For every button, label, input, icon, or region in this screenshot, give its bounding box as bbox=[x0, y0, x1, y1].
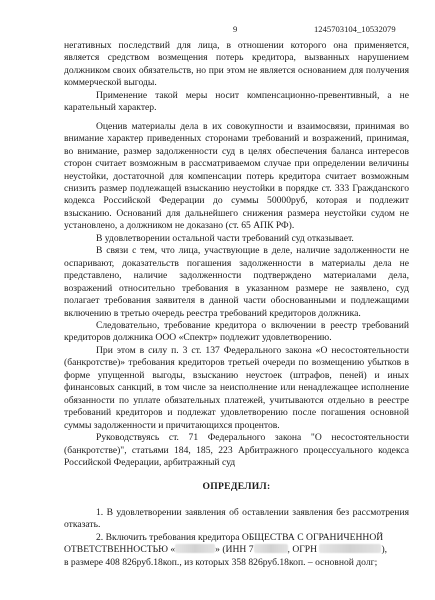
closing-paren: ), bbox=[381, 544, 388, 556]
redacted-inn bbox=[254, 544, 288, 553]
paragraph-refusal-rest: В удовлетворении остальной части требований суд отказывает. bbox=[96, 232, 354, 244]
decision-item-2-line-2 bbox=[64, 544, 409, 556]
paragraph-debt-undisputed: В связи с тем, что лица, участвующие в деле, наличие задолженности не оспаривают, доказательств погашения задолженности в материалы дела не представлено, наличие задолженности подтверждено материалами дела, возражений относительно требования в указанном размере не заявлено, суд полагает требования заявителя в данной части обоснованными и подлежащими включению в третью очередь реестра требований кредиторов должника. bbox=[64, 245, 409, 319]
company-form-text: ОТВЕТСТВЕННОСТЬЮ « bbox=[64, 544, 176, 556]
redacted-company-name bbox=[175, 544, 215, 553]
page-number: 9 bbox=[233, 24, 238, 34]
inn-label: » (ИНН 7 bbox=[215, 544, 254, 556]
paragraph-assessment: Оценив материалы дела в их совокупности и взаимосвязи, принимая во внимание характер приведенных сторонами требований и возражений, принимая, во внимание, размер задолженности суд в целях обеспечения баланса интересов сторон считает возможным в рассматриваемом случае при определении величины неустойки, достаточной для компенсации потерь кредитора считает возможным снизить размер подлежащей взысканию неустойки в порядке ст. 333 Гражданского кодекса Российской Федерации до суммы 50000руб, которая и подлежит взысканию. Оснований для дальнейшего снижения размера неустойки судом не установлено, а должником не доказано (ст. 65 АПК РФ). bbox=[64, 120, 409, 232]
paragraph-compensation: Применение такой меры носит компенсационно-превентивный, а не карательный характер. bbox=[64, 89, 409, 114]
paragraph-continuation: негативных последствий для лица, в отношении которого она применяется, является средством возмещения потерь кредитора, вызванных нарушением должником своих обязательств, но при этом не является основанием для получения коммерческой выгоды. bbox=[64, 40, 409, 89]
redacted-ogrn bbox=[319, 544, 381, 553]
page-header bbox=[64, 0, 409, 40]
paragraph-consequently: Следовательно, требование кредитора о включении в реестр требований кредиторов должника ООО «Спектр» подлежит удовлетворению. bbox=[64, 319, 409, 344]
document-id: 1245703104_10532079 bbox=[314, 24, 396, 34]
ogrn-label: , ОГРН bbox=[287, 544, 318, 556]
decision-item-2-line-1: 2. Включить требования кредитора ОБЩЕСТВА С ОГРАНИЧЕННОЙ bbox=[96, 531, 384, 543]
decision-item-1: 1. В удовлетворении заявления об оставлении заявления без рассмотрения отказать. bbox=[64, 506, 409, 531]
decision-item-2-line-3: в размере 408 826руб.18коп., из которых 358 826руб.18коп. – основной долг; bbox=[64, 556, 378, 568]
paragraph-guided-by: Руководствуясь ст. 71 Федерального закона "О несостоятельности (банкротстве)", статьями 184, 185, 223 Арбитражного процессуального кодекса Российской Федерации, арбитражный суд bbox=[64, 432, 409, 468]
decision-heading: ОПРЕДЕЛИЛ: bbox=[202, 481, 271, 493]
paragraph-third-queue: При этом в силу п. 3 ст. 137 Федерального закона «О несостоятельности (банкротстве)» требования кредиторов третьей очереди по возмещению убытков в форме упущенной выгоды, взысканию неустоек (штрафов, пеней) и иных финансовых санкций, в том числе за неисполнение или ненадлежащее исполнение обязанности по уплате обязательных платежей, учитываются отдельно в реестре требований кредиторов и подлежат удовлетворению после погашения основной суммы задолженности и причитающихся процентов. bbox=[64, 344, 409, 431]
